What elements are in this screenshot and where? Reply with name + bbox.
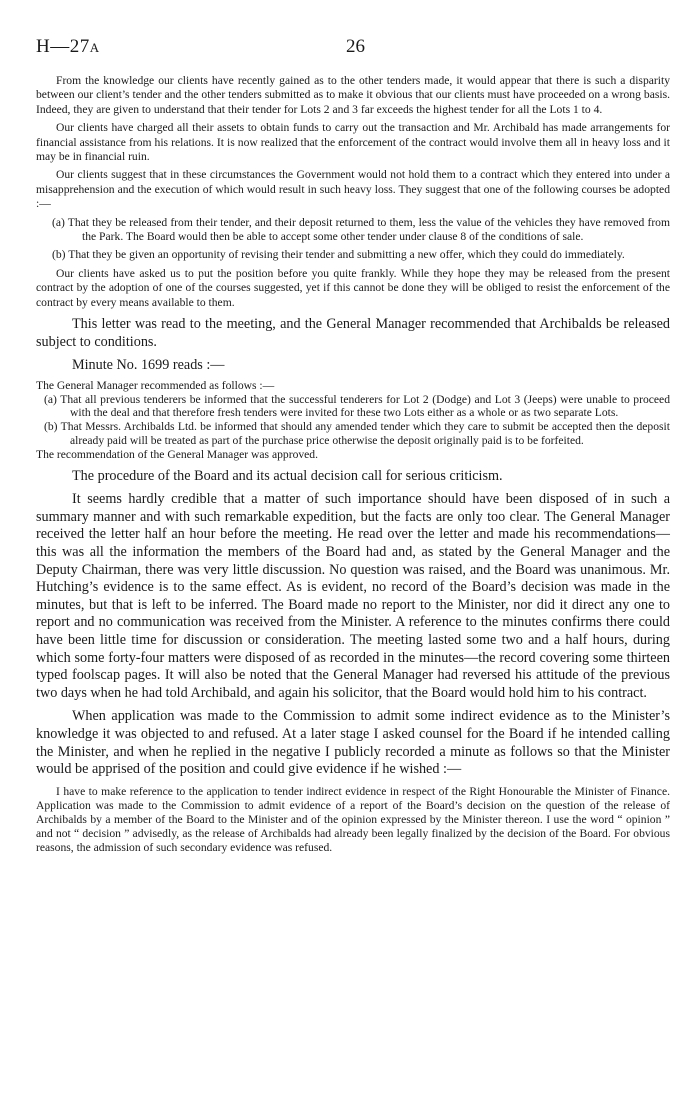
recorded-minute-quote: I have to make reference to the application to tender indirect evidence in respect of the Right Honourable the Minister of Finance. Application was made to the Commission to admit evidence of a report of the Board’s decision on the question of the release of Archibalds by a member of the Board to the Minister and of the opinion expressed by the Minister thereon. I use the word “ opinion ” and not “ decision ” advisedly, as the release of Archibalds had already been legally finalized by the decision of the Board. For obvious reasons, the admission of such secondary evidence was refused. xyxy=(36,784,670,854)
minute-item-a: (a) That all previous tenderers be informed that the successful tenderers for Lot 2 (Dodge) and Lot 3 (Jeeps) were unable to proceed with the deal and that therefore fresh tenders were invited for these two Lots either as a whole or as two separate Lots. xyxy=(44,392,670,420)
minute-approval: The recommendation of the General Manager was approved. xyxy=(36,447,318,461)
report-body-continued xyxy=(36,468,670,779)
minute-intro: The General Manager recommended as follows :— xyxy=(36,378,275,392)
body-paragraph: When application was made to the Commission to admit some indirect evidence as to the Minister’s knowledge it was objected to and refused. At a later stage I asked counsel for the Board if he intended calling the Minister, and when he replied in the negative I publicly recorded a minute as follows so that the Minister would be apprised of the position and could give evidence if he wished :— xyxy=(36,708,670,778)
quoted-letter xyxy=(36,74,670,310)
document-reference: H—27A xyxy=(36,36,100,57)
minute-text xyxy=(36,379,670,462)
page-number: 26 xyxy=(346,36,365,57)
report-body xyxy=(36,316,670,351)
minute-item-b: (b) That Messrs. Archibalds Ltd. be informed that should any amended tender which they care to submit be accepted then the deposit already paid will be treated as part of the purchase price otherwise the deposit originally paid is to be forfeited. xyxy=(44,420,670,448)
body-paragraph: It seems hardly credible that a matter of such importance should have been disposed of in such a summary manner and with such remarkable expedition, but the facts are only too clear. The General Manager received the letter half an hour before the meeting. He read over the letter and made his recommendations—this was all the information the members of the Board had and, as stated by the General Manager and the Deputy Chairman, there was very little discussion. No question was raised, and the Board was unanimous. Mr. Hutching’s evidence is to the same effect. As is evident, no record of the Board’s decision was made in the minutes, but that is left to be inferred. The Board made no report to the Minister, nor did it direct any one to report and no communication was received from the Minister. A reference to the minutes confirms there could have been little time for discussion or consideration. The meeting lasted some two and a half hours, during which some forty-four matters were disposed of as recorded in the minutes—the record covering some thirteen typed foolscap pages. It will also be noted that the General Manager had reversed his attitude of the previous two days when he had told Archibald, and again his solicitor, that the Board would hold him to his contract. xyxy=(36,491,670,701)
minute-heading: Minute No. 1699 reads :— xyxy=(72,357,225,374)
body-paragraph: This letter was read to the meeting, and the General Manager recommended that Archibalds be released subject to conditions. xyxy=(36,316,670,350)
letter-paragraph: Our clients have charged all their assets to obtain funds to carry out the transaction and Mr. Archibald has made arrangements for financial assistance from his relations. It is now realized that the enforcement of the contract would involve them all in heavy loss and it may be in financial ruin. xyxy=(36,121,670,164)
letter-paragraph: Our clients have asked us to put the position before you quite frankly. While they hope they may be released from the present contract by the adoption of one of the courses suggested, yet if this cannot be done they will be obliged to resist the enforcement of the contract by every means available to them. xyxy=(36,266,670,309)
letter-item-b: (b) That they be given an opportunity of revising their tender and submitting a new offer, which they could do immediately. xyxy=(52,248,625,262)
letter-paragraph: From the knowledge our clients have recently gained as to the other tenders made, it would appear that there is such a disparity between our client’s tender and the other tenders submitted as to make it obvious that our clients must have proceeded on a wrong basis. Indeed, they are given to understand that their tender for Lots 2 and 3 far exceeds the highest tender for all the Lots 1 to 4. xyxy=(36,74,670,116)
letter-item-a: (a) That they be released from their tender, and their deposit returned to them, less the value of the vehicles they have removed from the Park. The Board would then be able to accept some other tender under clause 8 of the conditions of sale. xyxy=(52,215,670,244)
body-paragraph: The procedure of the Board and its actual decision call for serious criticism. xyxy=(72,467,503,484)
letter-paragraph: Our clients suggest that in these circumstances the Government would not hold them to a contract which they entered into under a misapprehension and the execution of which would result in such heavy loss. They suggest that one of the following courses be adopted :— xyxy=(36,168,670,211)
page-header xyxy=(36,36,670,66)
